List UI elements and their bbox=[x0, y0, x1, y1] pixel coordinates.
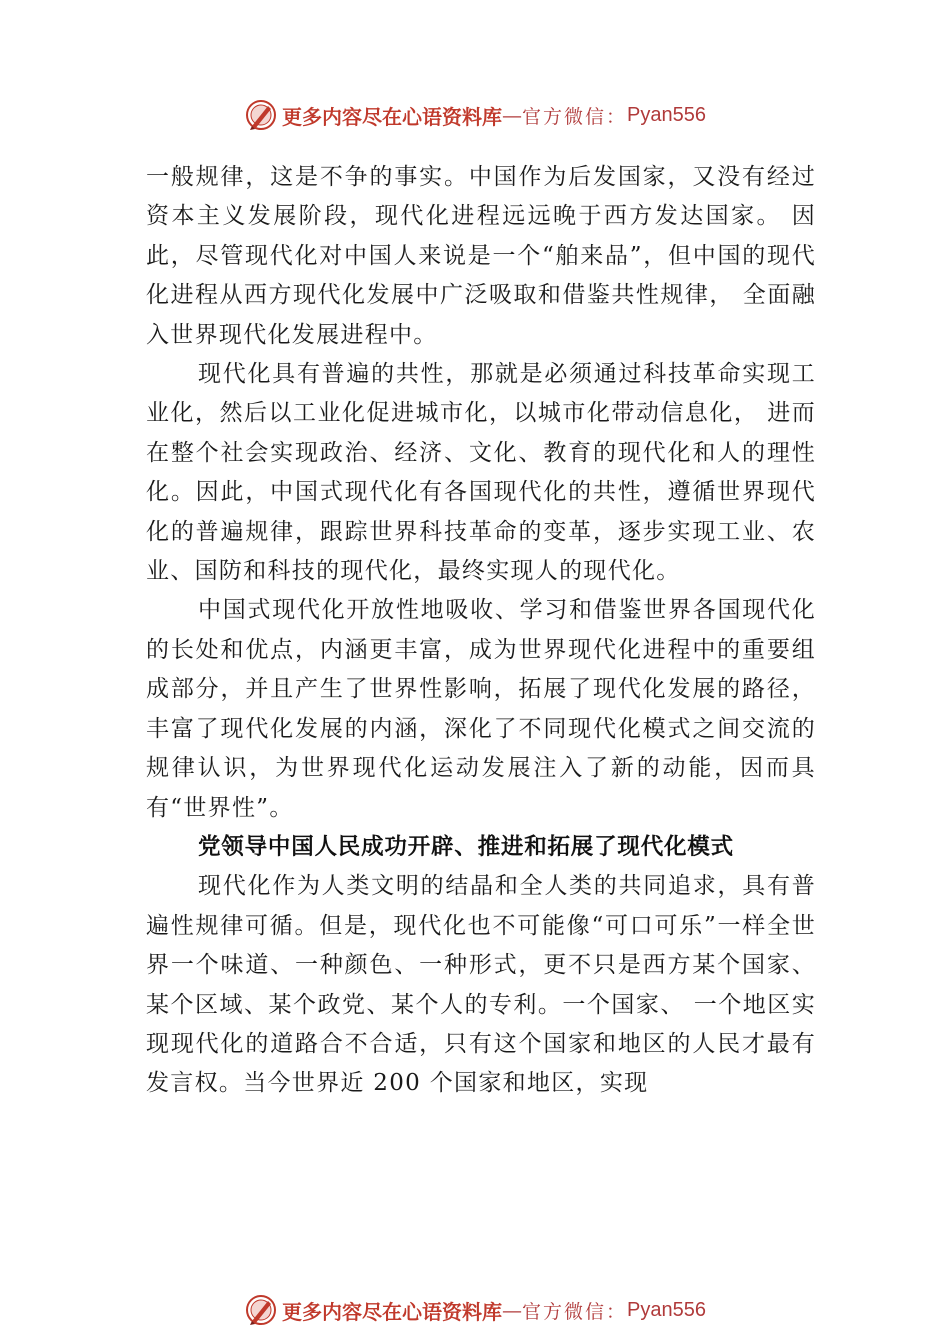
paragraph: 现代化具有普遍的共性，那就是必须通过科技革命实现工业化，然后以工业化促进城市化，以城市化带动信息化， 进而在整个社会实现政治、经济、文化、教育的现代化和人的理性化。因此，中国式现代化有各国现代化的共性，遵循世界现代化的普遍规律，跟踪世界科技革命的变革，逐步实现工业、农业、国防和科技的现代化，最终实现人的现代化。 bbox=[146, 361, 816, 585]
footer-banner bbox=[0, 1290, 950, 1330]
banner-site-name: 更多内容尽在心语资料库 bbox=[282, 104, 502, 129]
document-body bbox=[146, 158, 816, 1104]
banner-wechat-label: 官方微信： bbox=[522, 1300, 628, 1323]
banner-wechat-id: Pyan556 bbox=[627, 1298, 706, 1321]
paragraph: 现代化作为人类文明的结晶和全人类的共同追求，具有普遍性规律可循。但是，现代化也不可能像“可口可乐”一样全世界一个味道、一种颜色、一种形式，更不只是西方某个国家、某个区域、某个政党、某个人的专利。一个国家、 一个地区实现现代化的道路合不合适，只有这个国家和地区的人民才最有发言权。当今世界近 200 个国家和地区，实现 bbox=[146, 873, 816, 1097]
banner-site-name: 更多内容尽在心语资料库 bbox=[282, 1299, 502, 1324]
pen-logo-icon bbox=[244, 1293, 278, 1327]
paragraph-continued: 一般规律，这是不争的事实。中国作为后发国家，又没有经过资本主义发展阶段，现代化进程远远晚于西方发达国家。 因此，尽管现代化对中国人来说是一个“舶来品”，但中国的现代化进程从西方现代化发展中广泛吸取和借鉴共性规律， 全面融入世界现代化发展进程中。 bbox=[146, 164, 816, 348]
banner-wechat-label: 官方微信： bbox=[522, 105, 628, 128]
banner-dash: — bbox=[502, 1298, 522, 1322]
pen-logo-icon bbox=[244, 98, 278, 132]
header-banner bbox=[0, 95, 950, 135]
banner-dash: — bbox=[502, 103, 522, 127]
banner-wechat-id: Pyan556 bbox=[627, 103, 706, 126]
paragraph: 中国式现代化开放性地吸收、学习和借鉴世界各国现代化的长处和优点，内涵更丰富，成为世界现代化进程中的重要组成部分，并且产生了世界性影响，拓展了现代化发展的路径，丰富了现代化发展的内涵，深化了不同现代化模式之间交流的规律认识，为世界现代化运动发展注入了新的动能，因而具有“世界性”。 bbox=[146, 597, 816, 821]
section-heading: 党领导中国人民成功开辟、推进和拓展了现代化模式 bbox=[198, 833, 734, 860]
